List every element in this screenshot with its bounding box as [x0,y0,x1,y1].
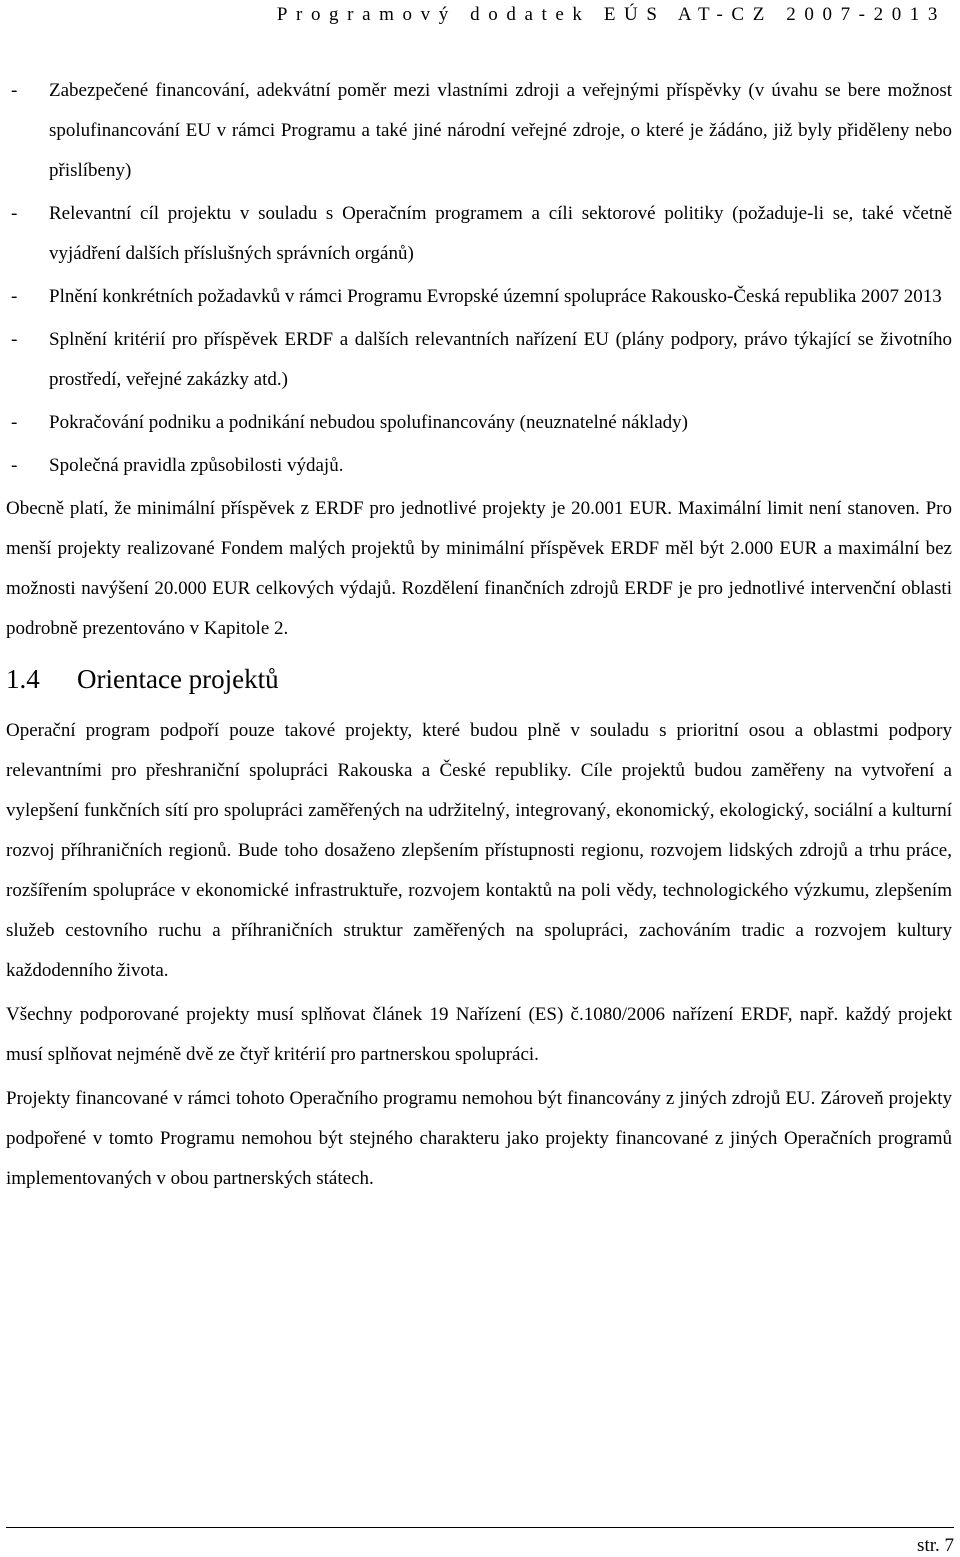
body-paragraph: Operační program podpoří pouze takové projekty, které budou plně v souladu s prioritní osou a oblastmi podpory relevantními pro přeshraniční spolupráci Rakouska a České republiky. Cíle projektů budou zaměřeny na vytvoření a vylepšení funkčních sítí pro spolupráci zaměřených na udržitelný, integrovaný, ekonomický, ekologický, sociální a kulturní rozvoj příhraničních regionů. Bude toho dosaženo zlepšením přístupnosti regionu, rozvojem lidských zdrojů a trhu práce, rozšířením spolupráce v ekonomické infrastruktuře, rozvojem kontaktů na poli vědy, technologického výzkumu, zlepšením služeb cestovního ruchu a příhraničních struktur zaměřených na spolupráci, zachováním tradic a rozvojem kultury každodenního života. [6,720,952,981]
page-number: str. 7 [917,1535,954,1556]
running-header: Programový dodatek EÚS AT-CZ 2007-2013 [276,4,946,25]
list-item: - Zabezpečené financování, adekvátní poměr mezi vlastními zdroji a veřejnými příspěvky (v úvahu se bere možnost spolufinancování EU v rámci Programu a také jiné národní veřejné zdroje, o které je žádáno, již byly přiděleny nebo přislíbeny) [6,71,952,191]
section-title: Orientace projektů [77,664,279,694]
body-paragraph: Projekty financované v rámci tohoto Operačního programu nemohou být financovány z jiných zdrojů EU. Zároveň projekty podpořené v tomto Programu nemohou být stejného charakteru jako projekty financované z jiných Operačních programů implementovaných v obou partnerských státech. [6,1088,952,1189]
bullet-dash: - [11,412,18,433]
section-number: 1.4 [6,664,40,694]
list-item: - Relevantní cíl projektu v souladu s Operačním programem a cíli sektorové politiky (požaduje-li se, také včetně vyjádření dalších příslušných správních orgánů) [6,194,952,274]
funding-paragraph: Obecně platí, že minimální příspěvek z ERDF pro jednotlivé projekty je 20.001 EUR. Maximální limit není stanoven. Pro menší projekty realizované Fondem malých projektů by minimální příspěvek ERDF měl být 2.000 EUR a maximální bez možnosti navýšení 20.000 EUR celkových výdajů. Rozdělení finančních zdrojů ERDF je pro jednotlivé intervenční oblasti podrobně prezentováno v Kapitole 2. [6,498,952,639]
criteria-list [6,71,952,486]
list-item: - Společná pravidla způsobilosti výdajů. [6,446,952,486]
bullet-dash: - [11,286,18,307]
bullet-dash: - [11,329,18,350]
bullet-dash: - [11,80,18,101]
section-heading [6,657,952,701]
bullet-dash: - [11,455,18,476]
bullet-dash: - [11,203,18,224]
body-paragraph: Všechny podporované projekty musí splňovat článek 19 Nařízení (ES) č.1080/2006 nařízení ERDF, např. každý projekt musí splňovat nejméně dvě ze čtyř kritérií pro partnerskou spolupráci. [6,1004,952,1065]
list-item: - Plnění konkrétních požadavků v rámci Programu Evropské územní spolupráce Rakousko-Česká republika 2007 2013 [6,277,952,317]
footer-divider [6,1527,954,1528]
list-item: - Pokračování podniku a podnikání nebudou spolufinancovány (neuznatelné náklady) [6,403,952,443]
page-body [6,71,952,1203]
list-item: - Splnění kritérií pro příspěvek ERDF a dalších relevantních nařízení EU (plány podpory, právo týkající se životního prostředí, veřejné zakázky atd.) [6,320,952,400]
